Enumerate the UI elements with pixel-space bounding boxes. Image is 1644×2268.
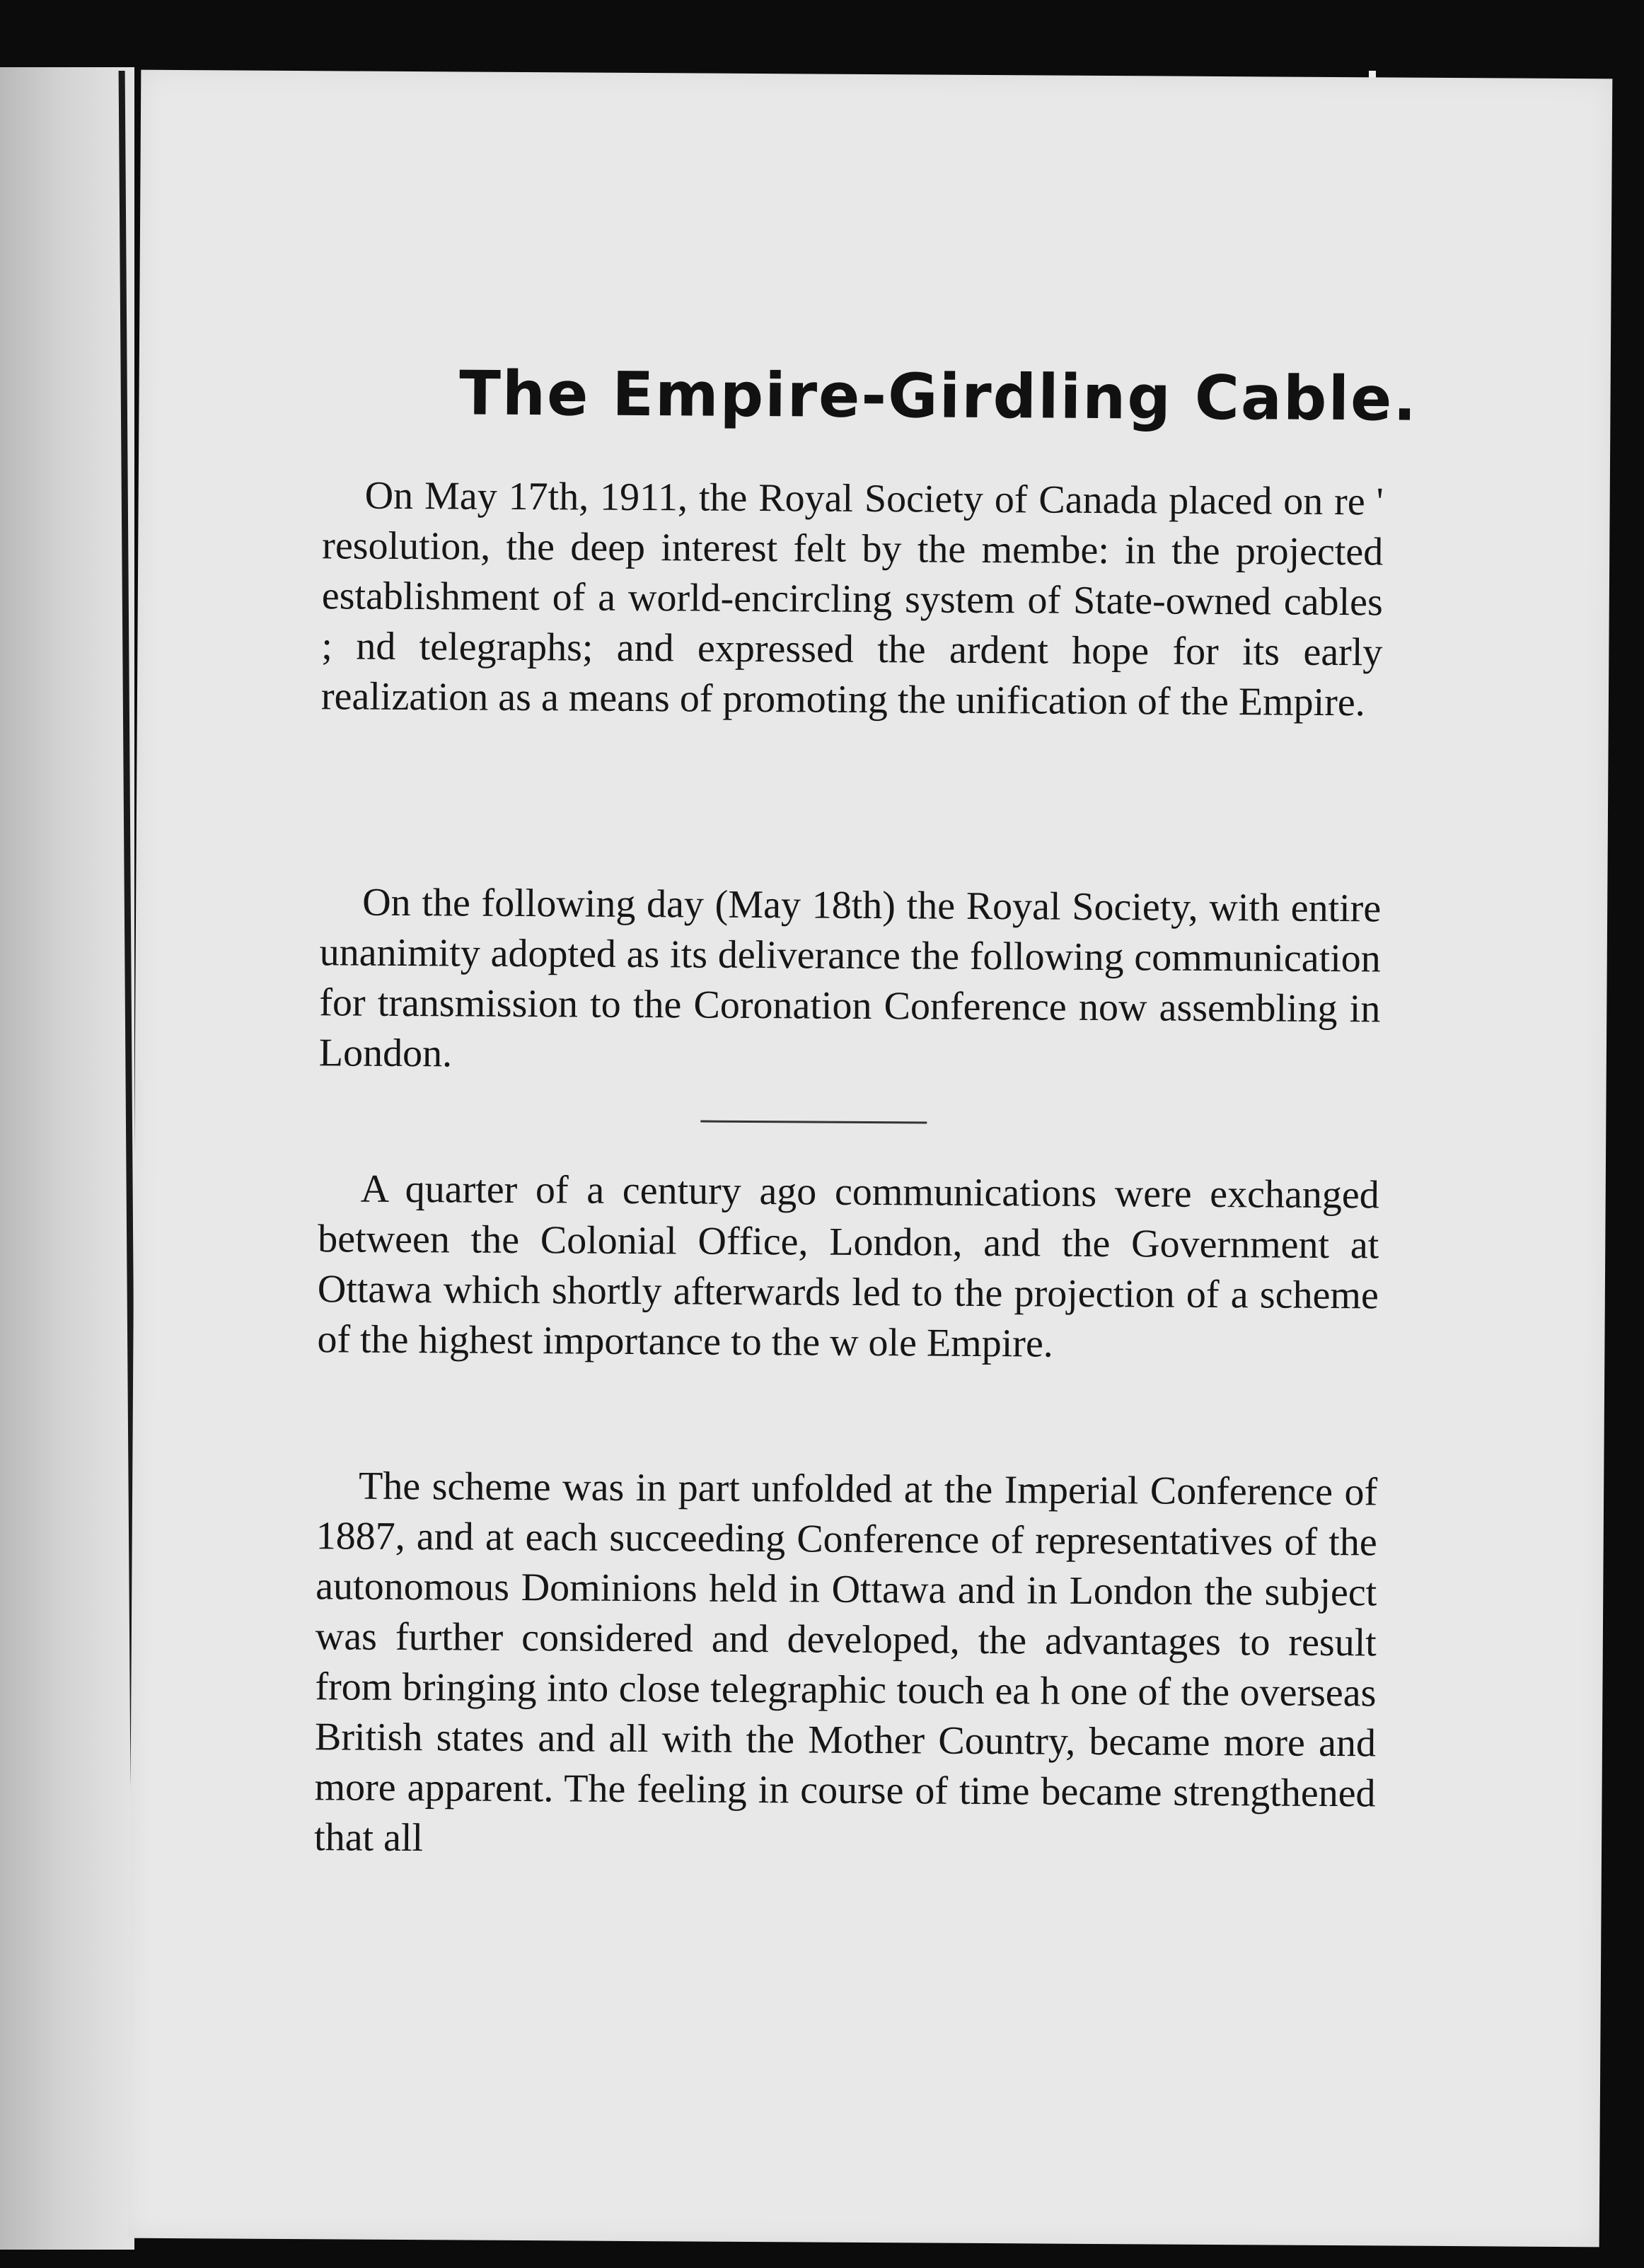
page-title: The Empire-Girdling Cable. bbox=[458, 358, 1418, 435]
section-divider bbox=[700, 1121, 927, 1124]
paragraph-4: The scheme was in part unfolded at the Imperial Conference of 1887, and at each succeeding Conference of representatives of the autonomous Dominions held in Ottawa and in London the subject was further considered and developed, the advantages to result from bringing into close telegraphic touch ea h one of the overseas British states and all with the Mother Country, became more and more apparent. The feeling in course of time became strengthened that all bbox=[313, 1464, 1378, 1861]
paragraph-3: A quarter of a century ago communications were exchanged between the Colonial Office, London, and the Government at Ottawa which shortly afterwards led to the projection of a scheme of the highest importance to the w ole Empire. bbox=[317, 1167, 1379, 1366]
adjacent-page-edge bbox=[0, 67, 134, 2250]
paragraph-1: On May 17th, 1911, the Royal Society of Canada placed on re ' resolution, the deep interest felt by the membe: in the projected establishment of a world-encircling system of State-owned cables ; nd telegraphs; and expressed the ardent hope for its early realization as a means of promoting the unification of the Empire. bbox=[320, 473, 1384, 725]
document-page bbox=[128, 70, 1613, 2247]
paragraph-2: On the following day (May 18th) the Royal Society, with entire unanimity adopted as its deliverance the following communication for transmission to the Coronation Conference now assembling in London. bbox=[318, 880, 1382, 1076]
